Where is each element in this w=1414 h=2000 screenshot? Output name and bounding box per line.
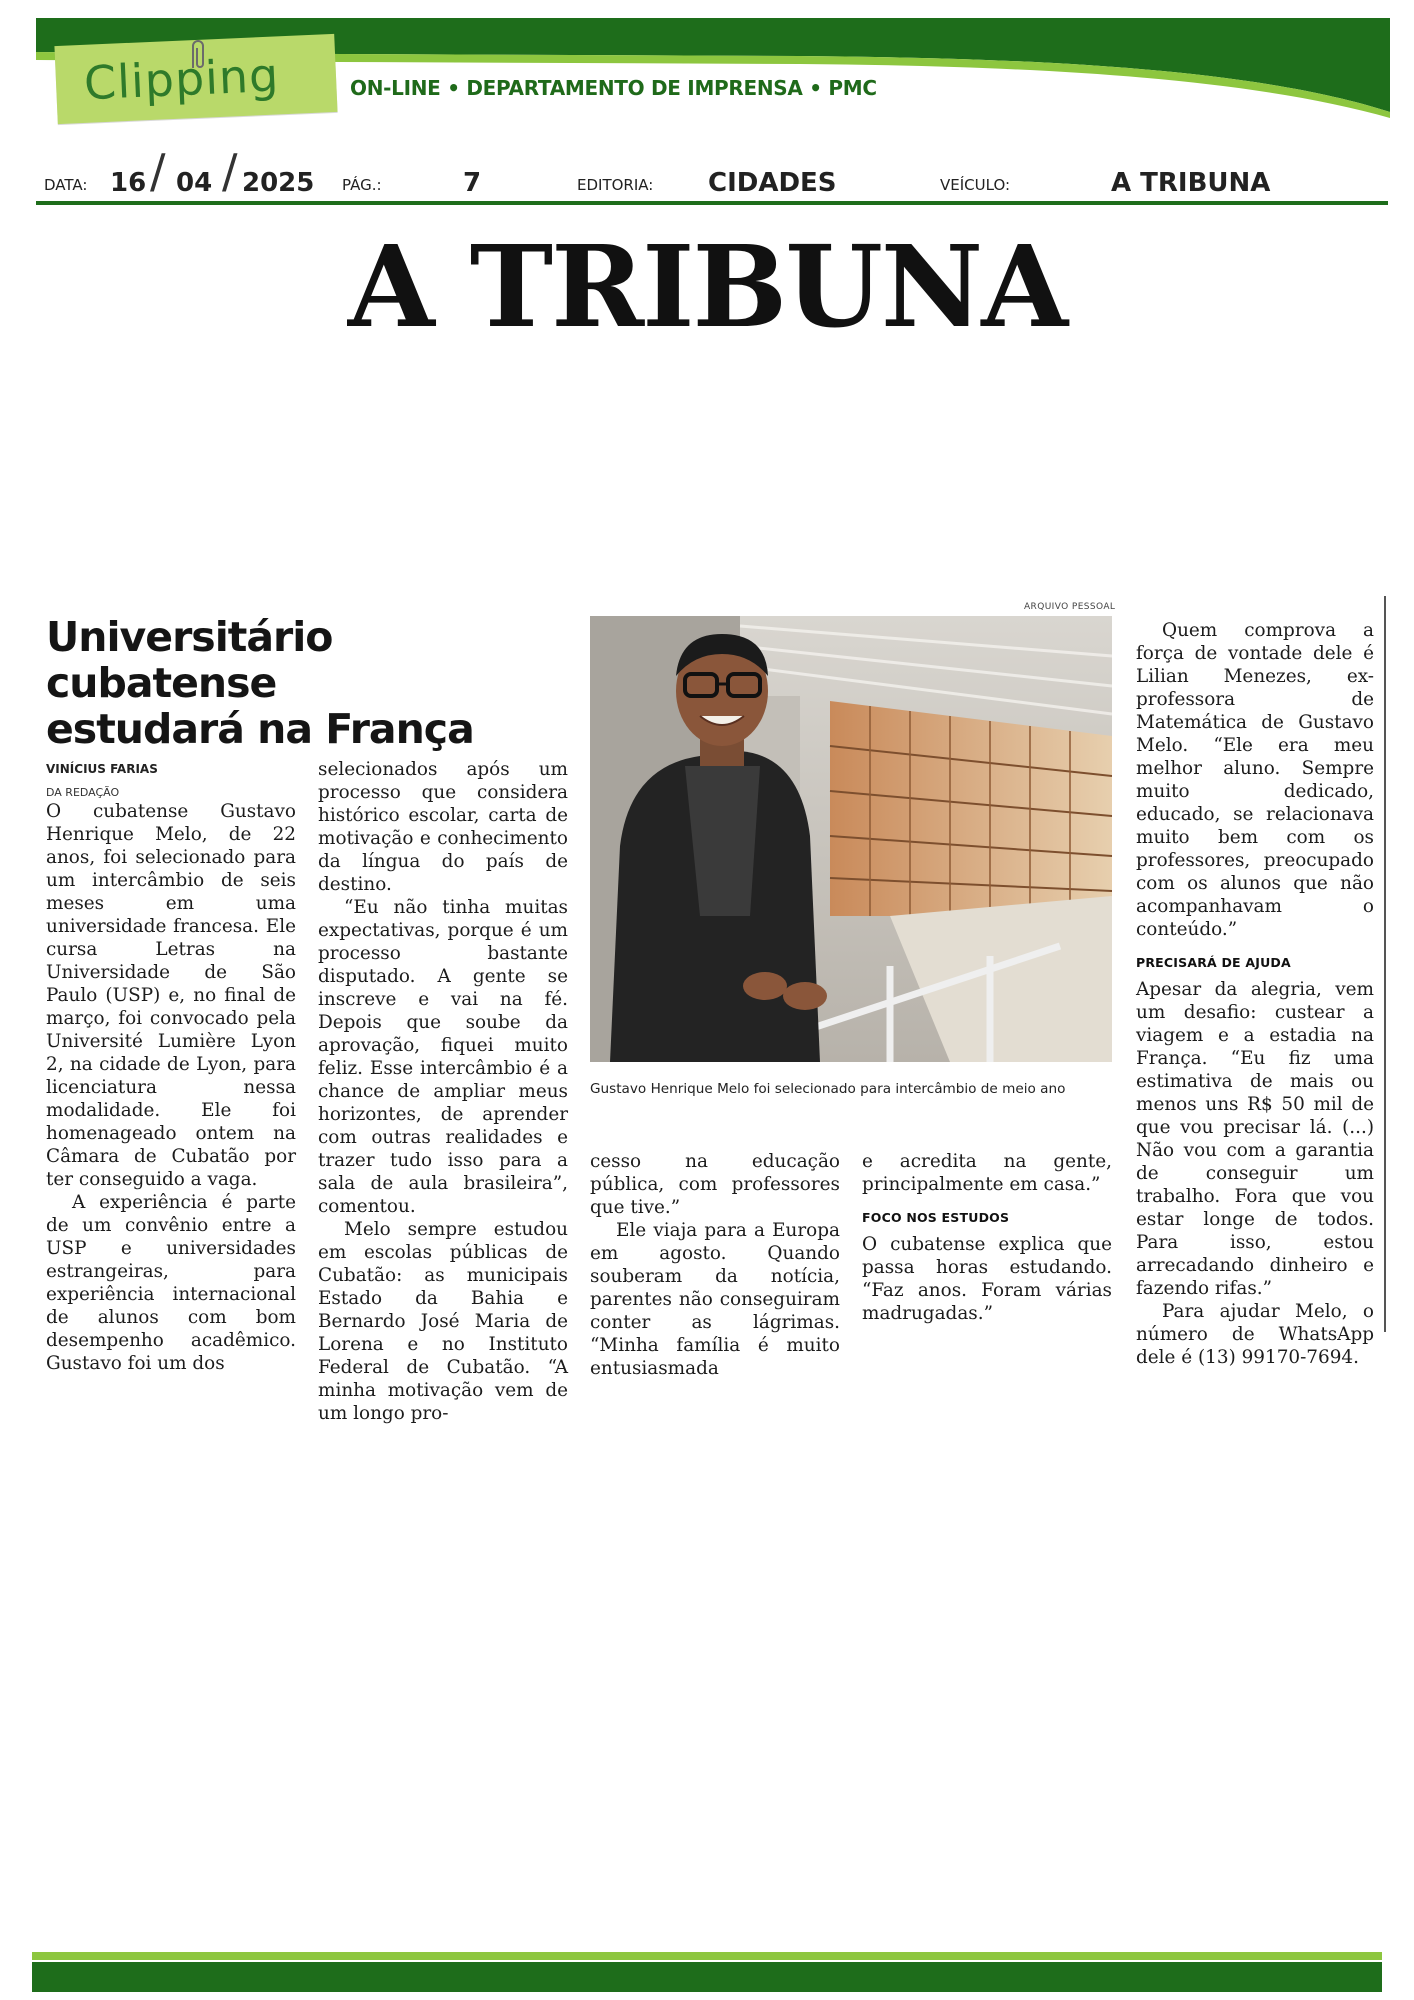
subhead-foco-nos-estudos: FOCO NOS ESTUDOS: [862, 1210, 1010, 1225]
clipping-logo-text: Clipping: [82, 47, 281, 111]
paragraph: Melo sempre estudou em escolas públicas de Cubatão: as municipais Estado da Bahia e Bernardo José Maria de Lorena e no Instituto Federal de Cubatão. “A minha motivação vem de um longo pro-: [318, 1219, 568, 1424]
photo-caption: Gustavo Henrique Melo foi selecionado para intercâmbio de meio ano: [590, 1081, 1066, 1097]
article-column-3: [590, 1150, 840, 1380]
paragraph: cesso na educação pública, com professores que tive.”: [590, 1151, 840, 1218]
page-label: PÁG.:: [342, 176, 382, 194]
header-subtitle: ON-LINE • DEPARTAMENTO DE IMPRENSA • PMC: [350, 76, 877, 100]
date-month: 04: [176, 168, 213, 198]
section-value: CIDADES: [708, 168, 837, 198]
article-photo: [590, 616, 1112, 1062]
footer-dark-stripe: [32, 1962, 1382, 1992]
date-day: 16: [110, 168, 147, 198]
paragraph: Quem comprova a força de vontade dele é Lilian Menezes, ex-professora de Matemática de Gustavo Melo. “Ele era meu melhor aluno. Sempre muito dedicado, educado, se relacionava muito bem com os professores, preocupado com os alunos que não acompanhavam o conteúdo.”: [1136, 620, 1374, 940]
article-author: VINÍCIUS FARIAS: [46, 762, 158, 776]
outlet-value: A TRIBUNA: [1111, 168, 1271, 198]
section-label: EDITORIA:: [577, 176, 654, 194]
bookshelves: [830, 701, 1112, 916]
subhead-precisara-de-ajuda: PRECISARÁ DE AJUDA: [1136, 955, 1291, 970]
date-label: DATA:: [44, 176, 88, 194]
article-column-2: [318, 758, 568, 1425]
paragraph: selecionados após um processo que considera histórico escolar, carta de motivação e conhecimento da língua do país de destino.: [318, 759, 568, 895]
paragraph: e acredita na gente, principalmente em casa.”: [862, 1151, 1112, 1195]
paragraph: Ele viaja para a Europa em agosto. Quando souberam da notícia, parentes não conseguiram conter as lágrimas. “Minha família é muito entusiasmada: [590, 1220, 840, 1379]
photo-credit: ARQUIVO PESSOAL: [1024, 602, 1116, 612]
paragraph: O cubatense explica que passa horas estudando. “Faz anos. Foram várias madrugadas.”: [862, 1234, 1112, 1324]
paragraph: O cubatense Gustavo Henrique Melo, de 22 anos, foi selecionado para um intercâmbio de seis meses em uma universidade francesa. Ele cursa Letras na Universidade de São Paulo (USP) e, no final de março, foi convocado pela Université Lumière Lyon 2, na cidade de Lyon, para licenciatura nessa modalidade. Ele foi homenageado ontem na Câmara de Cubatão por ter conseguido a vaga.: [46, 801, 296, 1190]
paragraph: Para ajudar Melo, o número de WhatsApp dele é (13) 99170-7694.: [1136, 1301, 1374, 1368]
article-column-1: [46, 800, 296, 1375]
meta-divider: [36, 201, 1388, 205]
article-column-4: [862, 1150, 1112, 1325]
headline-line-1: Universitário cubatense: [46, 613, 333, 707]
paragraph: Apesar da alegria, vem um desafio: custear a viagem e a estadia na França. “Eu fiz uma estimativa de mais ou menos uns R$ 50 mil de que vou precisar lá. (...) Não vou com a garantia de conseguir um trabalho. Fora que vou estar longe de todos. Para isso, estou arrecadando dinheiro e fazendo rifas.”: [1136, 979, 1374, 1299]
date-slash: /: [150, 144, 166, 198]
footer-light-stripe: [32, 1952, 1382, 1960]
article-desk: DA REDAÇÃO: [46, 786, 120, 799]
headline-line-2: estudará na França: [46, 704, 474, 753]
column-rule: [1384, 596, 1386, 1332]
article-headline: [46, 615, 566, 753]
article-column-5: [1136, 619, 1374, 1369]
paragraph: A experiência é parte de um convênio entre a USP e universidades estrangeiras, para experiência internacional de alunos com bom desempenho acadêmico. Gustavo foi um dos: [46, 1192, 296, 1374]
paragraph: “Eu não tinha muitas expectativas, porque é um processo bastante disputado. A gente se inscreve e vai na fé. Depois que soube da aprovação, fiquei muito feliz. Esse intercâmbio é a chance de ampliar meus horizontes, de aprender com outras realidades e trazer tudo isso para a sala de aula brasileira”, comentou.: [318, 897, 568, 1217]
outlet-label: VEÍCULO:: [940, 176, 1011, 194]
date-slash: /: [222, 144, 238, 198]
newspaper-masthead: A TRIBUNA: [347, 222, 1067, 353]
date-year: 2025: [242, 168, 315, 198]
page-number: 7: [463, 168, 482, 198]
